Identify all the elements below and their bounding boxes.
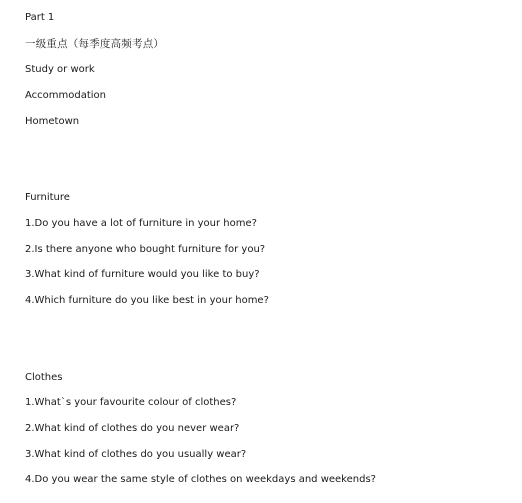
part-title: Part 1: [25, 12, 55, 23]
furniture-question: 4.Which furniture do you like best in your home?: [25, 295, 269, 306]
section-title-clothes: Clothes: [25, 372, 63, 383]
clothes-question: 3.What kind of clothes do you usually wear?: [25, 449, 247, 460]
furniture-question: 3.What kind of furniture would you like to buy?: [25, 269, 260, 280]
furniture-question: 1.Do you have a lot of furniture in your home?: [25, 218, 257, 229]
core-topic-accommodation: Accommodation: [25, 90, 107, 101]
section-title-furniture: Furniture: [25, 192, 70, 203]
core-topic-hometown: Hometown: [25, 116, 80, 127]
clothes-question: 4.Do you wear the same style of clothes on weekdays and weekends?: [25, 474, 376, 485]
core-topic-study-or-work: Study or work: [25, 64, 95, 75]
furniture-question: 2.Is there anyone who bought furniture for you?: [25, 244, 266, 255]
level-heading: 一级重点（每季度高频考点）: [25, 38, 165, 50]
clothes-question: 1.What`s your favourite colour of clothes?: [25, 397, 237, 408]
clothes-question: 2.What kind of clothes do you never wear?: [25, 423, 240, 434]
